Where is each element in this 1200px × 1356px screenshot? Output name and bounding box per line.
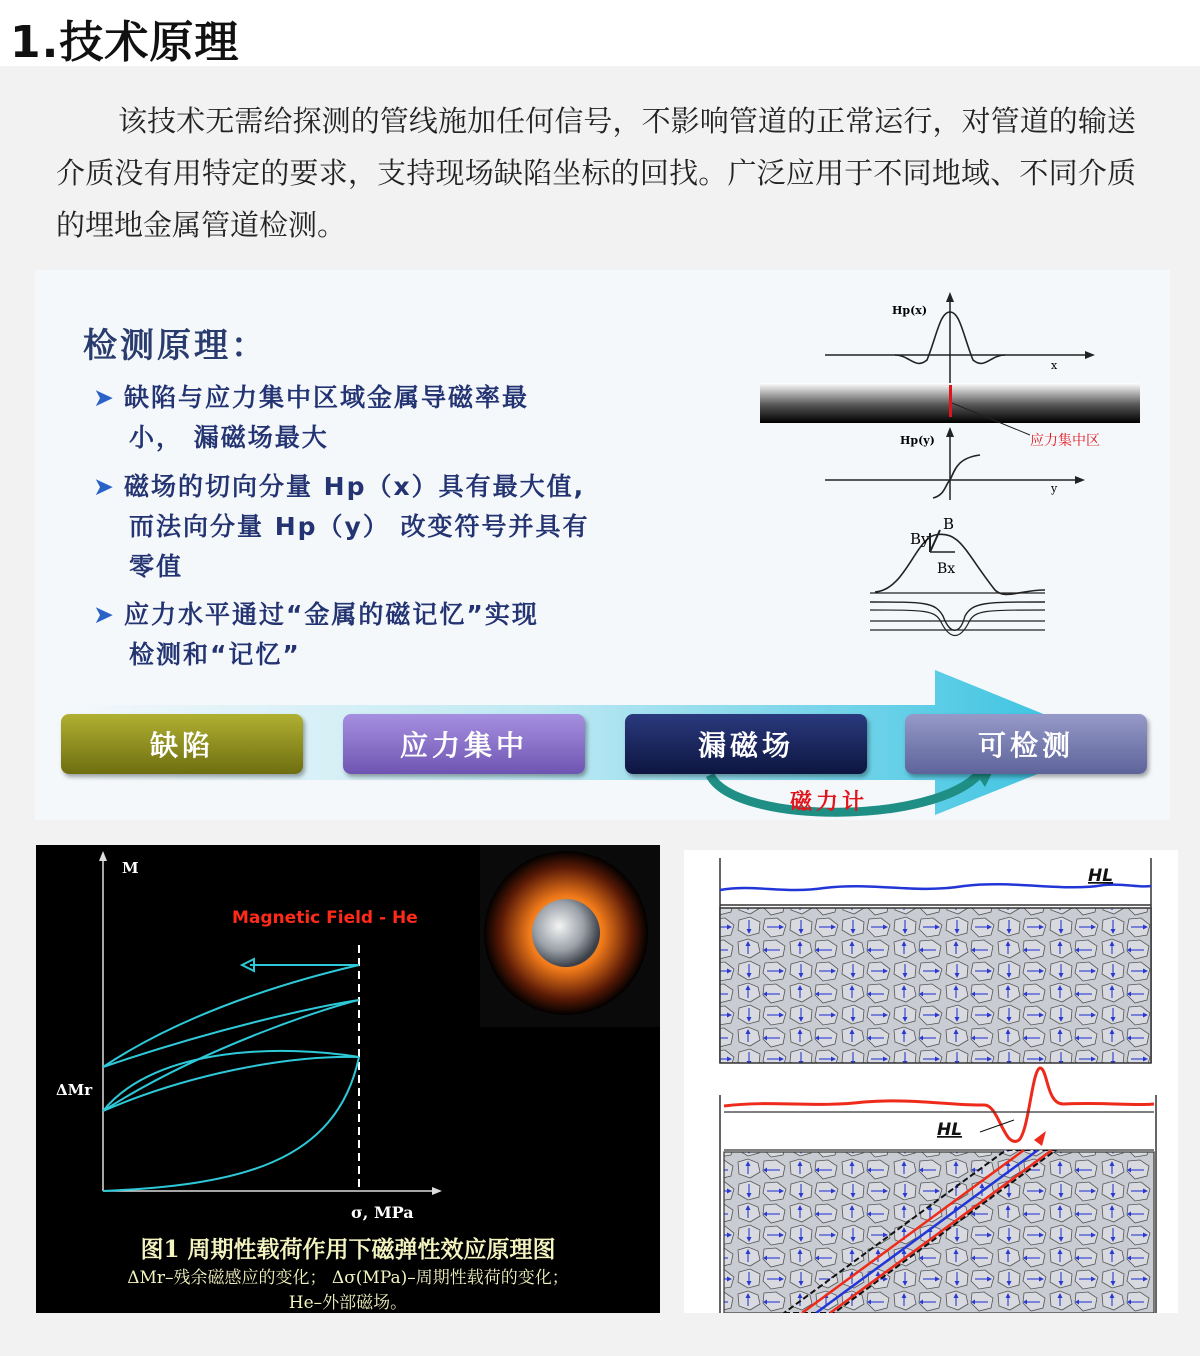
- bullet-arrow-icon: ➤: [93, 600, 116, 629]
- bullet-2: [93, 467, 683, 587]
- bullet-2-line1: 磁场的切向分量 Hp（x）具有最大值,: [123, 472, 586, 501]
- bullet-3: [93, 595, 683, 675]
- sigma-axis-label: σ, MPa: [351, 1203, 414, 1222]
- figure1-legend-line1: ΔMr–残余磁感应的变化； Δσ(MPa)–周期性载荷的变化；: [127, 1268, 569, 1288]
- hpy-label: Hp(y): [900, 434, 935, 447]
- magnetic-field-label: Magnetic Field - He: [232, 908, 418, 928]
- step-defect: 缺陷: [61, 714, 303, 774]
- domain-diagram: [684, 850, 1178, 1313]
- stress-zone-label: 应力集中区: [1030, 433, 1100, 449]
- bullet-1: [93, 378, 683, 458]
- hl-bottom-label: HL: [937, 1120, 963, 1140]
- random-domains: [720, 908, 1151, 1063]
- hl-top-curve: [720, 884, 1151, 890]
- bx-label: Bx: [937, 561, 956, 577]
- hysteresis-plot: [36, 845, 660, 1225]
- step-detectable: 可检测: [905, 714, 1147, 774]
- hl-top-label: HL: [1088, 866, 1114, 886]
- slide-heading: 检测原理：: [83, 326, 268, 366]
- magnetometer-label: 磁力计: [790, 790, 869, 815]
- figure1-legend-line2: He–外部磁场。: [288, 1293, 408, 1313]
- m-axis-label: M: [122, 859, 139, 877]
- bullet-1-line1: 缺陷与应力集中区域金属导磁率最: [123, 383, 529, 412]
- b-label: B: [943, 515, 955, 533]
- intro-paragraph: [56, 95, 1136, 251]
- detection-principle-slide: [35, 270, 1170, 820]
- magnetic-field-diagram: [755, 290, 1170, 640]
- magnetic-domain-figure: [684, 850, 1178, 1313]
- y-axis-label: y: [1051, 482, 1058, 495]
- hpy-curve: [933, 455, 980, 498]
- bullet-3-line2: 检测和“记忆”: [129, 640, 301, 669]
- figure1-caption: 图1 周期性载荷作用下磁弹性效应原理图: [140, 1236, 556, 1263]
- x-axis-label: x: [1051, 359, 1058, 372]
- defect-marker: [949, 385, 952, 417]
- bullet-arrow-icon: ➤: [93, 383, 116, 412]
- intro-text: 该技术无需给探测的管线施加任何信号，不影响管道的正常运行，对管道的输送介质没有用特定的要求，支持现场缺陷坐标的回找。广泛应用于不同地域、不同介质的埋地金属管道检测。: [56, 104, 1136, 242]
- bullet-3-line1: 应力水平通过“金属的磁记忆”实现: [123, 600, 539, 629]
- bullet-2-line3: 零值: [129, 552, 184, 581]
- hpx-label: Hp(x): [892, 304, 928, 317]
- earth-icon: [532, 899, 600, 967]
- magnetoelastic-figure: [36, 845, 660, 1313]
- bullet-arrow-icon: ➤: [93, 472, 116, 501]
- dmr-label: ΔMr: [56, 1081, 93, 1099]
- step-stress-concentration: 应力集中: [343, 714, 585, 774]
- bullet-1-line2: 小， 漏磁场最大: [129, 423, 329, 452]
- bullet-2-line2: 而法向分量 Hp（y） 改变符号并具有: [129, 512, 590, 541]
- page-title: 1.技术原理: [10, 17, 240, 68]
- by-label: By: [910, 530, 930, 548]
- step-leakage-field: 漏磁场: [625, 714, 867, 774]
